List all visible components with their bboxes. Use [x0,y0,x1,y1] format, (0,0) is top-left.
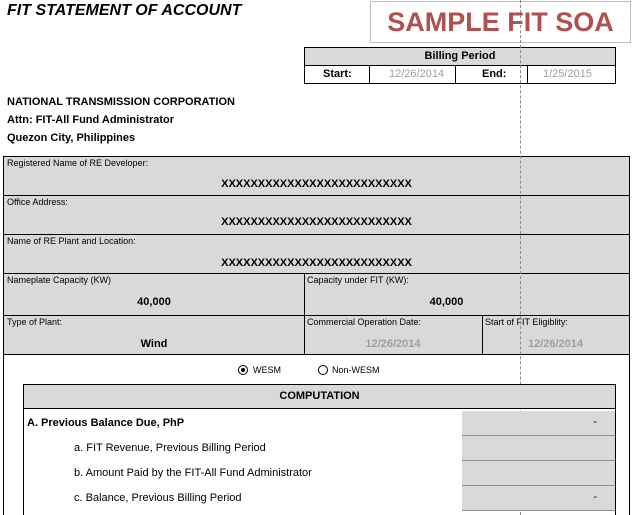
billing-divider [527,66,528,83]
commercial-operation-date-cell [304,316,482,354]
billing-divider [369,66,370,83]
commercial-operation-date-value: 12/26/2014 [365,338,421,350]
computation-row [24,461,615,486]
computation-row-amount [462,436,615,461]
capacity-under-fit-value: 40,000 [429,296,464,308]
sample-watermark: SAMPLE FIT SOA [370,1,631,43]
plant-location-label: Name of RE Plant and Location: [7,236,136,246]
computation-row-label: b. Amount Paid by the FIT-All Fund Administrator [74,467,312,479]
developer-name-label: Registered Name of RE Developer: [7,158,149,168]
computation-row [24,411,615,436]
nameplate-capacity-cell [4,274,304,316]
radio-selected-dot [241,368,245,372]
billing-period-box [304,47,616,84]
fit-eligibility-cell [482,316,629,354]
section-border-right [629,355,630,515]
office-address-label: Office Address: [7,197,68,207]
plant-type-value: Wind [140,338,168,350]
billing-divider [455,66,456,83]
billing-period-header: Billing Period [305,48,615,66]
computation-row-amount [462,461,615,486]
plant-location-value: XXXXXXXXXXXXXXXXXXXXXXXXXX [221,257,412,269]
end-date: 1/25/2015 [543,68,592,80]
wesm-radio-label: WESM [253,365,281,375]
plant-location-cell [4,235,629,274]
info-divider [304,274,305,354]
addressee-line-2: Attn: FIT-All Fund Administrator [7,114,175,126]
computation-row [24,486,615,511]
computation-table [23,384,616,515]
addressee-line-1: NATIONAL TRANSMISSION CORPORATION [7,96,235,108]
capacity-under-fit-label: Capacity under FIT (KW): [307,275,409,285]
end-label: End: [482,68,507,80]
section-border-left [3,355,4,515]
non-wesm-radio-label: Non-WESM [332,365,380,375]
computation-header: COMPUTATION [24,385,615,409]
re-developer-info-table [3,156,630,355]
commercial-operation-date-label: Commercial Operation Date: [307,317,422,327]
computation-row [24,436,615,461]
plant-type-cell [4,316,304,354]
capacity-under-fit-cell [304,274,629,316]
document-title: FIT STATEMENT OF ACCOUNT [7,2,242,19]
fit-eligibility-value: 12/26/2014 [527,338,584,350]
addressee-line-3: Quezon City, Philippines [7,132,136,144]
nameplate-capacity-value: 40,000 [137,296,171,308]
computation-row-amount: - [462,486,615,511]
computation-row-label: a. FIT Revenue, Previous Billing Period [74,442,266,454]
computation-row-amount: - [462,411,615,436]
fit-eligibility-label: Start of FIT Eligiblity: [485,317,568,327]
office-address-value: XXXXXXXXXXXXXXXXXXXXXXXXXX [221,216,412,228]
start-date: 12/26/2014 [389,68,445,80]
developer-name-value: XXXXXXXXXXXXXXXXXXXXXXXXXX [221,178,412,190]
office-address-cell [4,196,629,235]
plant-type-label: Type of Plant: [7,317,63,327]
nameplate-capacity-label: Nameplate Capacity (KW) [7,275,112,285]
computation-row-label: c. Balance, Previous Billing Period [74,492,242,504]
wesm-radio[interactable] [238,365,248,375]
developer-name-cell [4,157,629,196]
start-label: Start: [323,68,352,80]
info-divider [482,316,483,354]
computation-row-label: A. Previous Balance Due, PhP [27,417,185,429]
non-wesm-radio[interactable] [318,365,328,375]
